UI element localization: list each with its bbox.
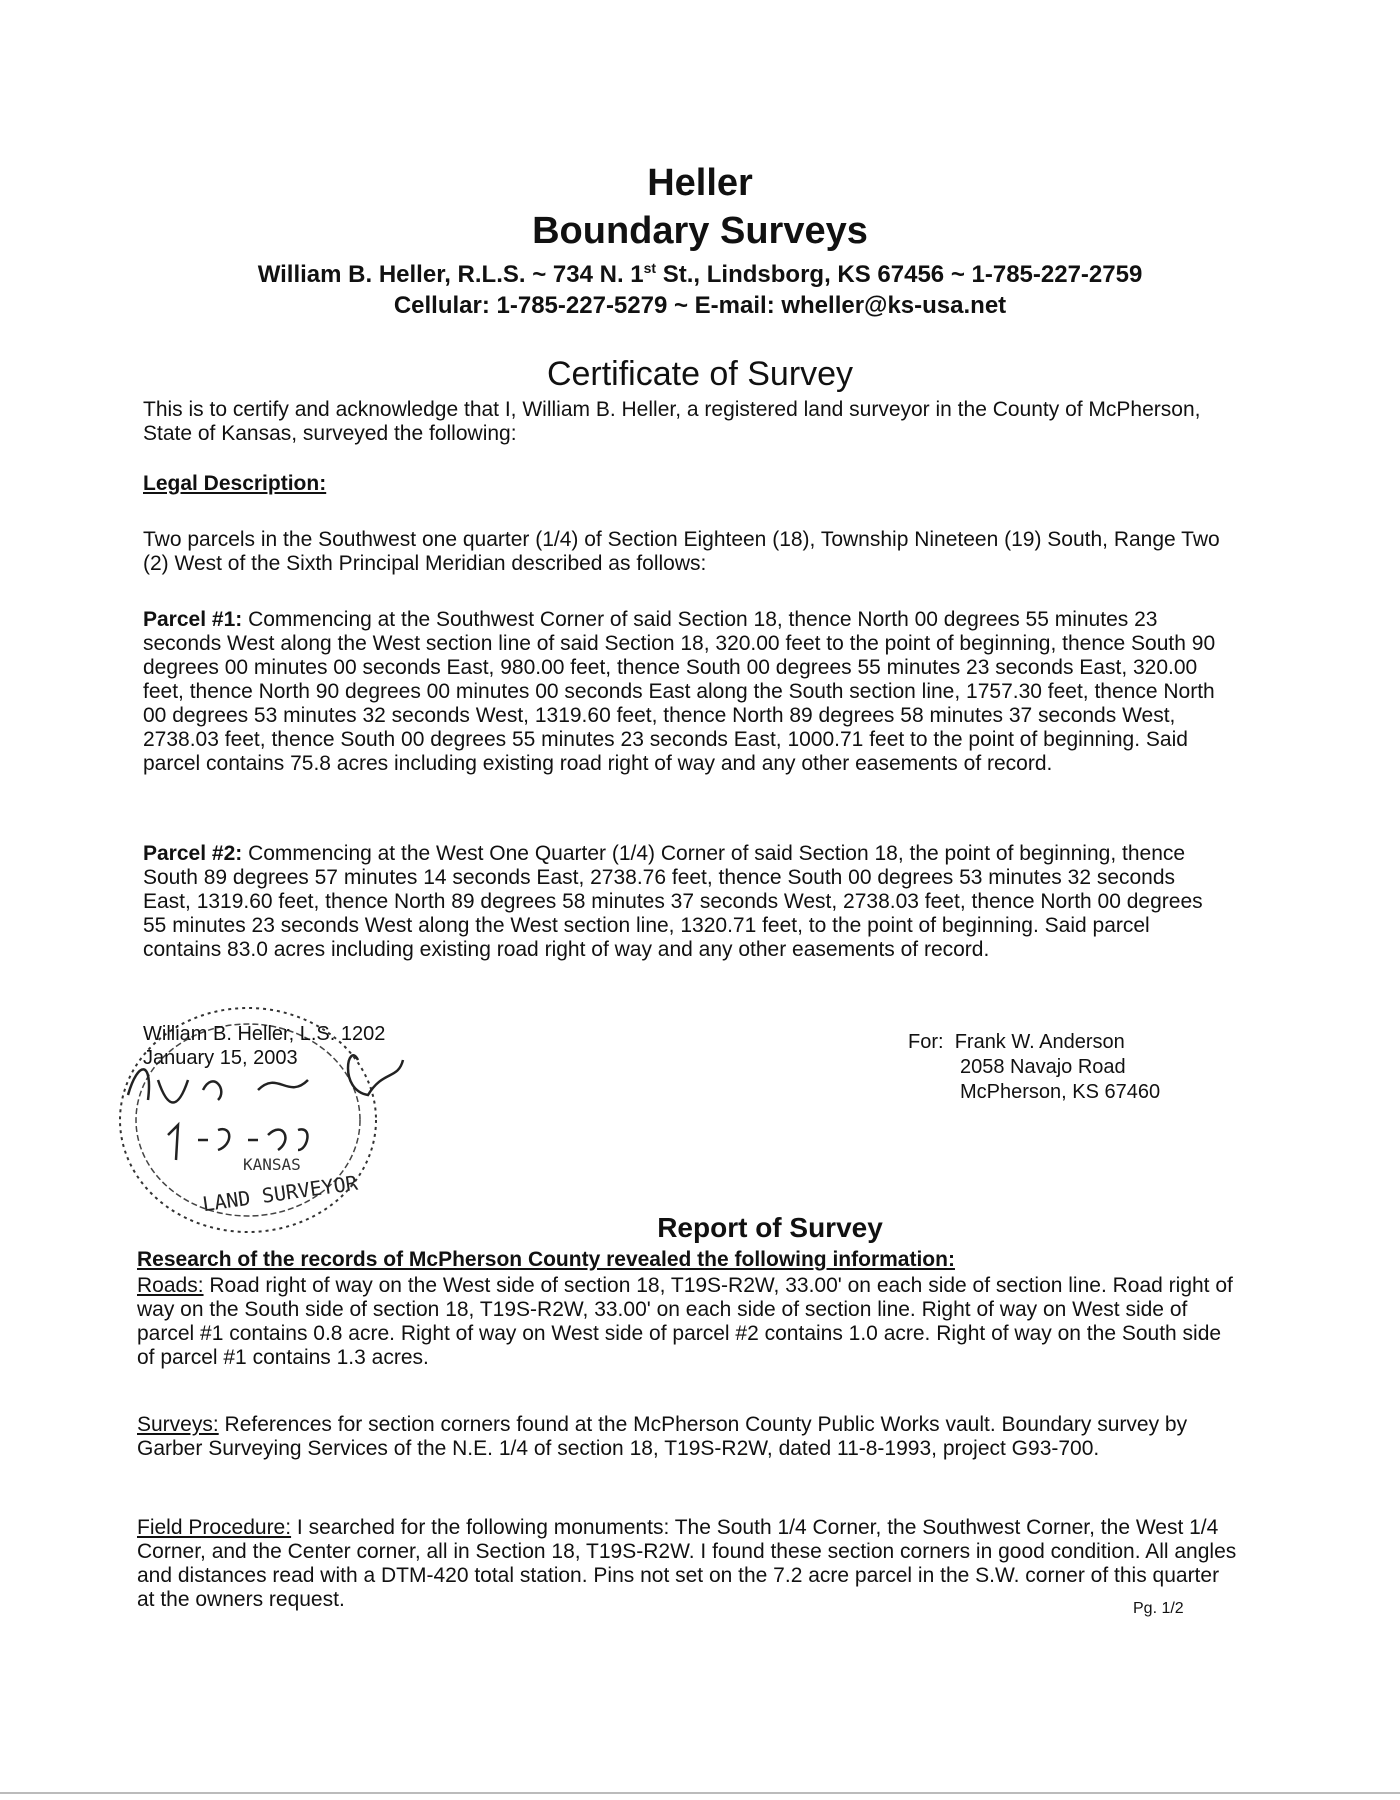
surveys-label: Surveys: [137,1413,219,1436]
company-name-line2: Boundary Surveys [532,210,868,252]
field-procedure-label: Field Procedure: [137,1516,292,1539]
field-procedure-paragraph [137,1516,1237,1612]
page-number: Pg. 1/2 [1133,1600,1184,1617]
address-part1: William B. Heller, R.L.S. ~ 734 N. 1 [257,261,644,288]
client-block [908,1030,1160,1105]
surveys-paragraph [137,1413,1237,1461]
surveys-text: References for section corners found at the McPherson County Public Works vault. Boundary survey by Garber Surveying Services of the N.E. 1/4 of section 18, T19S-R2W, dated 11-8-1993, project G93-700. [137,1413,1188,1460]
address-part2: St., Lindsborg, KS 67456 ~ 1-785-227-2759 [656,261,1143,288]
svg-text:KANSAS: KANSAS [243,1155,301,1174]
certificate-intro: This is to certify and acknowledge that I, William B. Heller, a registered land surveyor in the County of McPherson, State of Kansas, surveyed the following: [143,398,1201,445]
client-city: McPherson, KS 67460 [960,1081,1161,1103]
roads-label: Roads: [137,1274,204,1297]
signature-date: January 15, 2003 [143,1047,298,1069]
for-label: For: [908,1031,944,1053]
surveyor-signature-block [143,1022,385,1070]
report-title: Report of Survey [657,1212,883,1243]
parcel-2-description [143,842,1223,962]
scan-edge-line [0,1792,1400,1794]
field-procedure-text: I searched for the following monuments: The South 1/4 Corner, the Southwest Corner, the West 1/4 Corner, and the Center corner, all in Section 18, T19S-R2W. I found these section corners in good condition. All angles and distances read with a DTM-420 total station. Pins not set on the 7.2 acre parcel in the S.W. corner of this quarter at the owners request. [137,1516,1237,1611]
legal-description-heading: Legal Description: [143,472,327,495]
surveyor-name-license: William B. Heller, L.S. 1202 [143,1023,386,1045]
roads-text: Road right of way on the West side of section 18, T19S-R2W, 33.00' on each side of section line. Road right of way on the South side of section 18, T19S-R2W, 33.00' on each side of section line. Right of way on West side of parcel #1 contains 0.8 acre. Right of way on West side of parcel #2 contains 1.0 acre. Right of way on the South side of parcel #1 contains 1.3 acres. [137,1274,1233,1369]
roads-paragraph [137,1274,1237,1370]
research-heading: Research of the records of McPherson County revealed the following information: [137,1248,955,1271]
client-name: Frank W. Anderson [954,1031,1125,1053]
company-contact: Cellular: 1-785-227-5279 ~ E-mail: wheller@ks-usa.net [393,292,1007,319]
company-name-line1: Heller [647,162,753,204]
client-name-line [908,1030,1160,1055]
parcel-2-label: Parcel #2: [143,842,243,865]
parcel-2-text: Commencing at the West One Quarter (1/4) Corner of said Section 18, the point of beginning, thence South 89 degrees 57 minutes 14 seconds East, 2738.76 feet, thence South 00 degrees 53 minutes 32 seconds East, 1319.60 feet, thence North 89 degrees 58 minutes 37 seconds West, 2738.03 feet, thence North 00 degrees 55 minutes 23 seconds West along the West section line, 1320.71 feet, to the point of beginning. Said parcel contains 83.0 acres including existing road right of way and any other easements of record. [143,842,1203,961]
parcel-1-label: Parcel #1: [143,608,243,631]
legal-description-text: Two parcels in the Southwest one quarter (1/4) of Section Eighteen (18), Township Nineteen (19) South, Range Two (2) West of the Sixth Principal Meridian described as follows: [143,528,1220,575]
svg-text:LAND SURVEYOR: LAND SURVEYOR [200,1170,360,1217]
certificate-title: Certificate of Survey [546,355,854,393]
parcel-1-text: Commencing at the Southwest Corner of said Section 18, thence North 00 degrees 55 minutes 23 seconds West along the West section line of said Section 18, 320.00 feet to the point of beginning, thence South 90 degrees 00 minutes 00 seconds East, 980.00 feet, thence South 00 degrees 55 minutes 23 seconds East, 320.00 feet, thence North 90 degrees 00 minutes 00 seconds East along the South section line, 1757.30 feet, thence North 00 degrees 53 minutes 32 seconds West, 1319.60 feet, thence North 89 degrees 58 minutes 37 seconds West, 2738.03 feet, thence South 00 degrees 55 minutes 23 seconds East, 1000.71 feet to the point of beginning. Said parcel contains 75.8 acres including existing road right of way and any other easements of record. [143,608,1216,775]
client-street: 2058 Navajo Road [960,1056,1126,1078]
parcel-1-description [143,608,1223,776]
address-superscript: st [643,260,657,276]
company-address [0,260,1400,289]
